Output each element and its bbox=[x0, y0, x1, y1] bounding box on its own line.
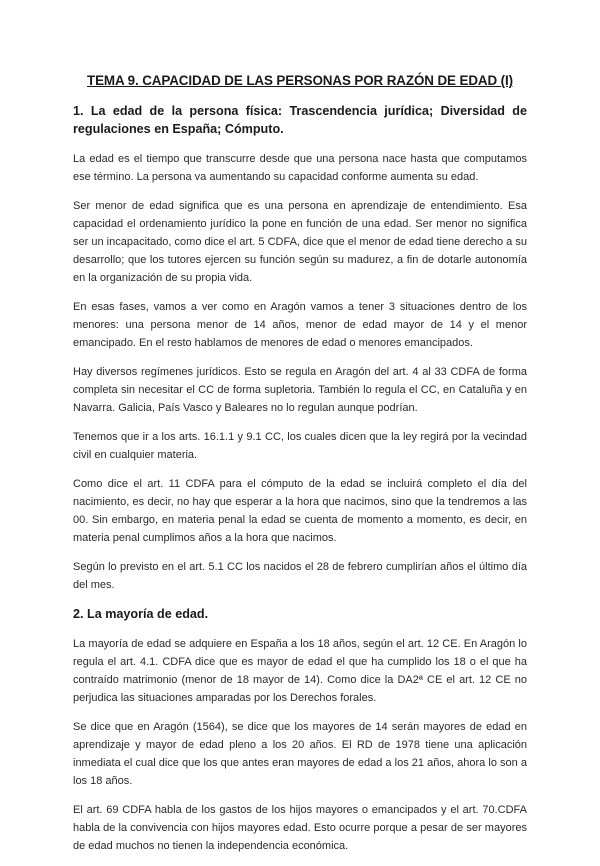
section-heading-2: 2. La mayoría de edad. bbox=[73, 607, 209, 621]
paragraph: Tenemos que ir a los arts. 16.1.1 y 9.1 CC, los cuales dicen que la ley regirá por la vecindad civil en cualquier materia. bbox=[73, 431, 527, 461]
paragraph: Según lo previsto en el art. 5.1 CC los nacidos el 28 de febrero cumplirían años el último día del mes. bbox=[73, 561, 527, 591]
document-title: TEMA 9. CAPACIDAD DE LAS PERSONAS POR RAZÓN DE EDAD (I) bbox=[86, 73, 513, 88]
paragraph: Ser menor de edad significa que es una persona en aprendizaje de entendimiento. Esa capacidad el ordenamiento jurídico la pone en función de una edad. Ser menor no significa ser un incapacitado, como dice el art. 5 CDFA, dice que el menor de edad tiene derecho a su desarrollo; que los tutores ejercen su función según su madurez, a fin de dotarle autonomía en la organización de su propia vida. bbox=[73, 200, 527, 284]
paragraph: Como dice el art. 11 CDFA para el cómputo de la edad se incluirá completo el día del nacimiento, es decir, no hay que esperar a la hora que nacimos, sino que la tendremos a las 00. Sin embargo, en materia penal la edad se cuenta de momento a momento, es decir, en materia penal cumplimos años a la hora que nacimos. bbox=[73, 478, 527, 544]
section-heading-1: 1. La edad de la persona física: Trascendencia jurídica; Diversidad de regulaciones en España; Cómputo. bbox=[73, 104, 527, 136]
paragraph: La edad es el tiempo que transcurre desde que una persona nace hasta que computamos ese término. La persona va aumentando su capacidad conforme aumenta su edad. bbox=[73, 153, 527, 183]
paragraph: La mayoría de edad se adquiere en España a los 18 años, según el art. 12 CE. En Aragón lo regula el art. 4.1. CDFA dice que es mayor de edad el que ha cumplido los 18 o el que ha contraído matrimonio (menor de 18 mayor de 14). Como dice la DA2ª CE el art. 12 CE no perjudica las situaciones amparadas por los Derechos forales. bbox=[73, 638, 527, 704]
paragraph: Hay diversos regímenes jurídicos. Esto se regula en Aragón del art. 4 al 33 CDFA de forma completa sin necesitar el CC de forma supletoria. También lo regula el CC, en Cataluña y en Navarra. Galicia, País Vasco y Baleares no lo regulan aunque podrían. bbox=[73, 366, 527, 414]
paragraph: Se dice que en Aragón (1564), se dice que los mayores de 14 serán mayores de edad en aprendizaje y mayor de edad pleno a los 20 años. El RD de 1978 tiene una aplicación inmediata el cual dice que los que antes eran mayores de edad a los 21 años, ahora lo son a los 18 años. bbox=[73, 721, 527, 787]
paragraph: En esas fases, vamos a ver como en Aragón vamos a tener 3 situaciones dentro de los menores: una persona menor de 14 años, menor de edad mayor de 14 y el menor emancipado. En el resto hablamos de menores de edad o menores emancipados. bbox=[73, 301, 527, 349]
document-page bbox=[73, 72, 527, 866]
paragraph: El art. 69 CDFA habla de los gastos de los hijos mayores o emancipados y el art. 70.CDFA habla de la convivencia con hijos mayores edad. Esto ocurre porque a pesar de ser mayores de edad muchos no tienen la independencia económica. bbox=[73, 804, 527, 852]
